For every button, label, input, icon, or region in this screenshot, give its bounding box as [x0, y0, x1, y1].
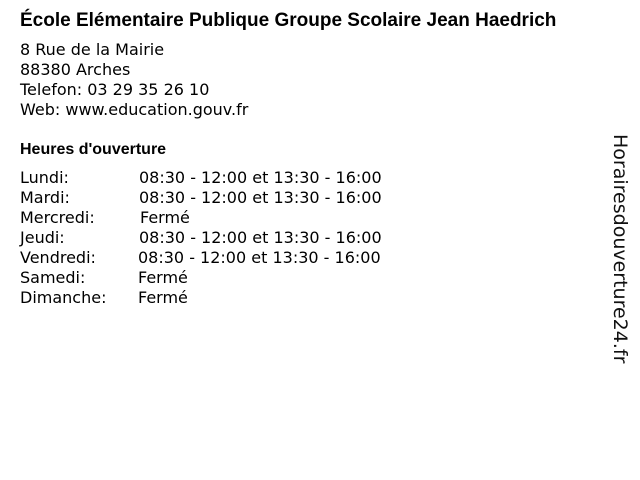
time-value: 08:30 - 12:00 et 13:30 - 16:00: [138, 248, 381, 267]
day-label: Mercredi:: [20, 208, 95, 227]
day-label: Samedi:: [20, 268, 86, 287]
hours-row-samedi: [20, 268, 600, 288]
watermark-text: Horairesdouverture24.fr: [609, 134, 631, 364]
site-watermark: [598, 134, 640, 374]
time-value: 08:30 - 12:00 et 13:30 - 16:00: [139, 168, 382, 187]
hours-row-mercredi: [20, 208, 600, 228]
time-value: 08:30 - 12:00 et 13:30 - 16:00: [139, 228, 382, 247]
hours-row-lundi: [20, 168, 600, 188]
hours-table: [20, 168, 600, 308]
time-value: Fermé: [138, 288, 188, 307]
hours-row-dimanche: [20, 288, 600, 308]
time-value: 08:30 - 12:00 et 13:30 - 16:00: [139, 188, 382, 207]
address-block: [20, 40, 600, 120]
day-label: Vendredi:: [20, 248, 96, 267]
day-label: Mardi:: [20, 188, 70, 207]
hours-heading: Heures d'ouverture: [20, 141, 167, 158]
day-label: Lundi:: [20, 168, 69, 187]
street-address: 8 Rue de la Mairie: [20, 40, 165, 59]
time-value: Fermé: [140, 208, 190, 227]
school-card: [20, 10, 600, 308]
time-value: Fermé: [138, 268, 188, 287]
phone-number: Telefon: 03 29 35 26 10: [20, 80, 210, 99]
hours-row-vendredi: [20, 248, 600, 268]
hours-row-jeudi: [20, 228, 600, 248]
day-label: Jeudi:: [20, 228, 65, 247]
city-address: 88380 Arches: [20, 60, 131, 79]
day-label: Dimanche:: [20, 288, 107, 307]
website-link[interactable]: Web: www.education.gouv.fr: [20, 100, 249, 119]
hours-row-mardi: [20, 188, 600, 208]
page-title: École Elémentaire Publique Groupe Scolaire Jean Haedrich: [20, 10, 557, 31]
